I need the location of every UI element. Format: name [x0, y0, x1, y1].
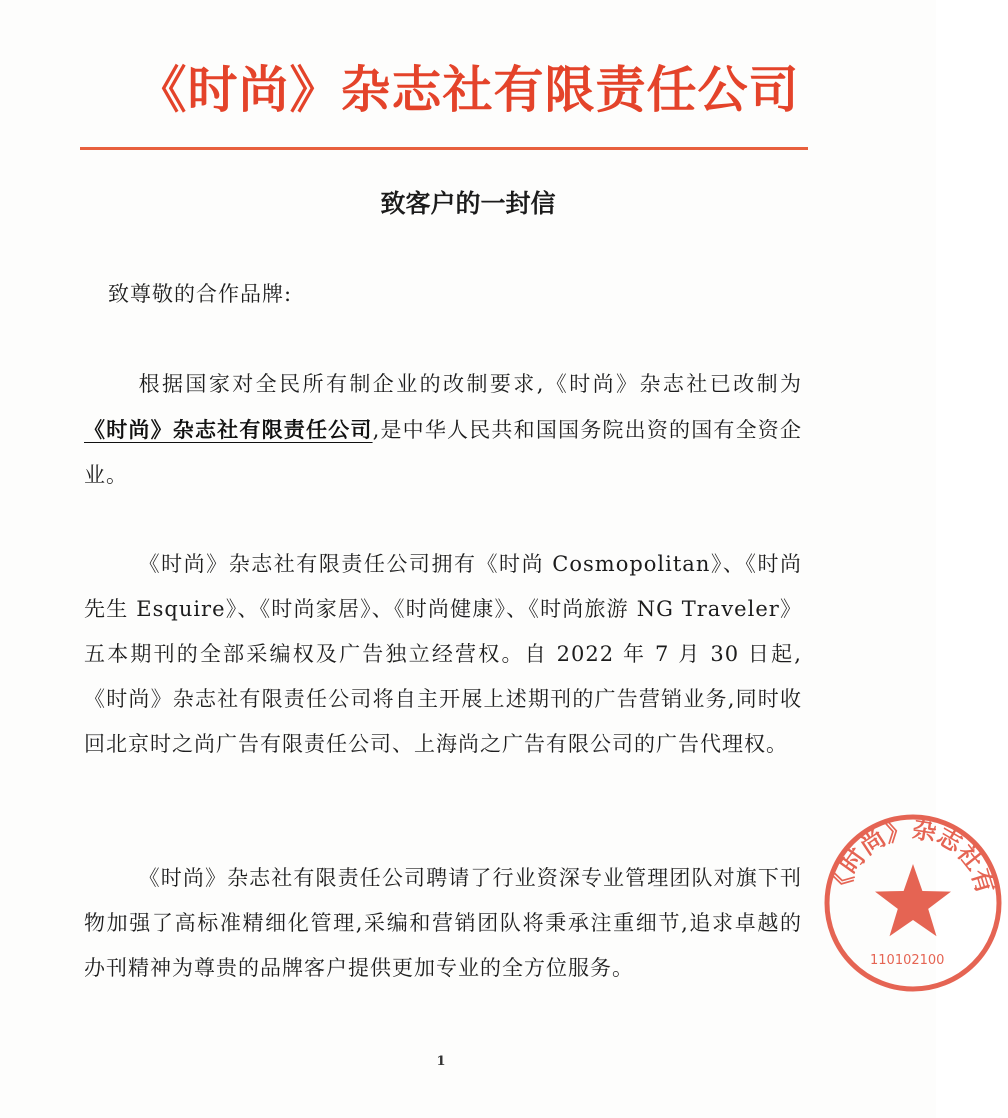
paragraph-2: 《时尚》杂志社有限责任公司拥有《时尚 Cosmopolitan》、《时尚先生 Esquire》、《时尚家居》、《时尚健康》、《时尚旅游 NG Traveler》五本期刊的全部采编权及广告独立经营权。自 2022 年 7 月 30 日起,《时尚》杂志社有限责任公司将自主开展上述期刊的广告营销业务,同时收回北京时之尚广告有限责任公司、上海尚之广告有限公司的广告代理权。 — [84, 552, 802, 756]
letter-title: 致客户的一封信 — [380, 189, 556, 218]
salutation: 致尊敬的合作品牌: — [108, 282, 293, 306]
paragraph-1 — [84, 362, 802, 498]
paragraph-3: 《时尚》杂志社有限责任公司聘请了行业资深专业管理团队对旗下刊物加强了高标准精细化管理,采编和营销团队将秉承注重细节,追求卓越的办刊精神为尊贵的品牌客户提供更加专业的全方位服务。 — [84, 866, 802, 980]
seal-number: 110102100 — [870, 953, 945, 968]
seal-star-icon — [875, 864, 951, 936]
letterhead-title: 《时尚》杂志社有限责任公司 — [136, 61, 800, 119]
paragraph-1-text-a: 根据国家对全民所有制企业的改制要求,《时尚》杂志社已改制为 — [138, 372, 802, 396]
paragraph-1-text-b: ,是中华人民共和国国务院出资的国有全资企业。 — [84, 418, 802, 487]
page-number: 1 — [436, 1054, 446, 1069]
header-rule — [80, 147, 808, 150]
company-seal-stamp — [818, 808, 1008, 998]
seal-text: 《时尚》杂志社有 — [825, 815, 1000, 901]
company-name-emphasis: 《时尚》杂志社有限责任公司 — [84, 417, 373, 442]
